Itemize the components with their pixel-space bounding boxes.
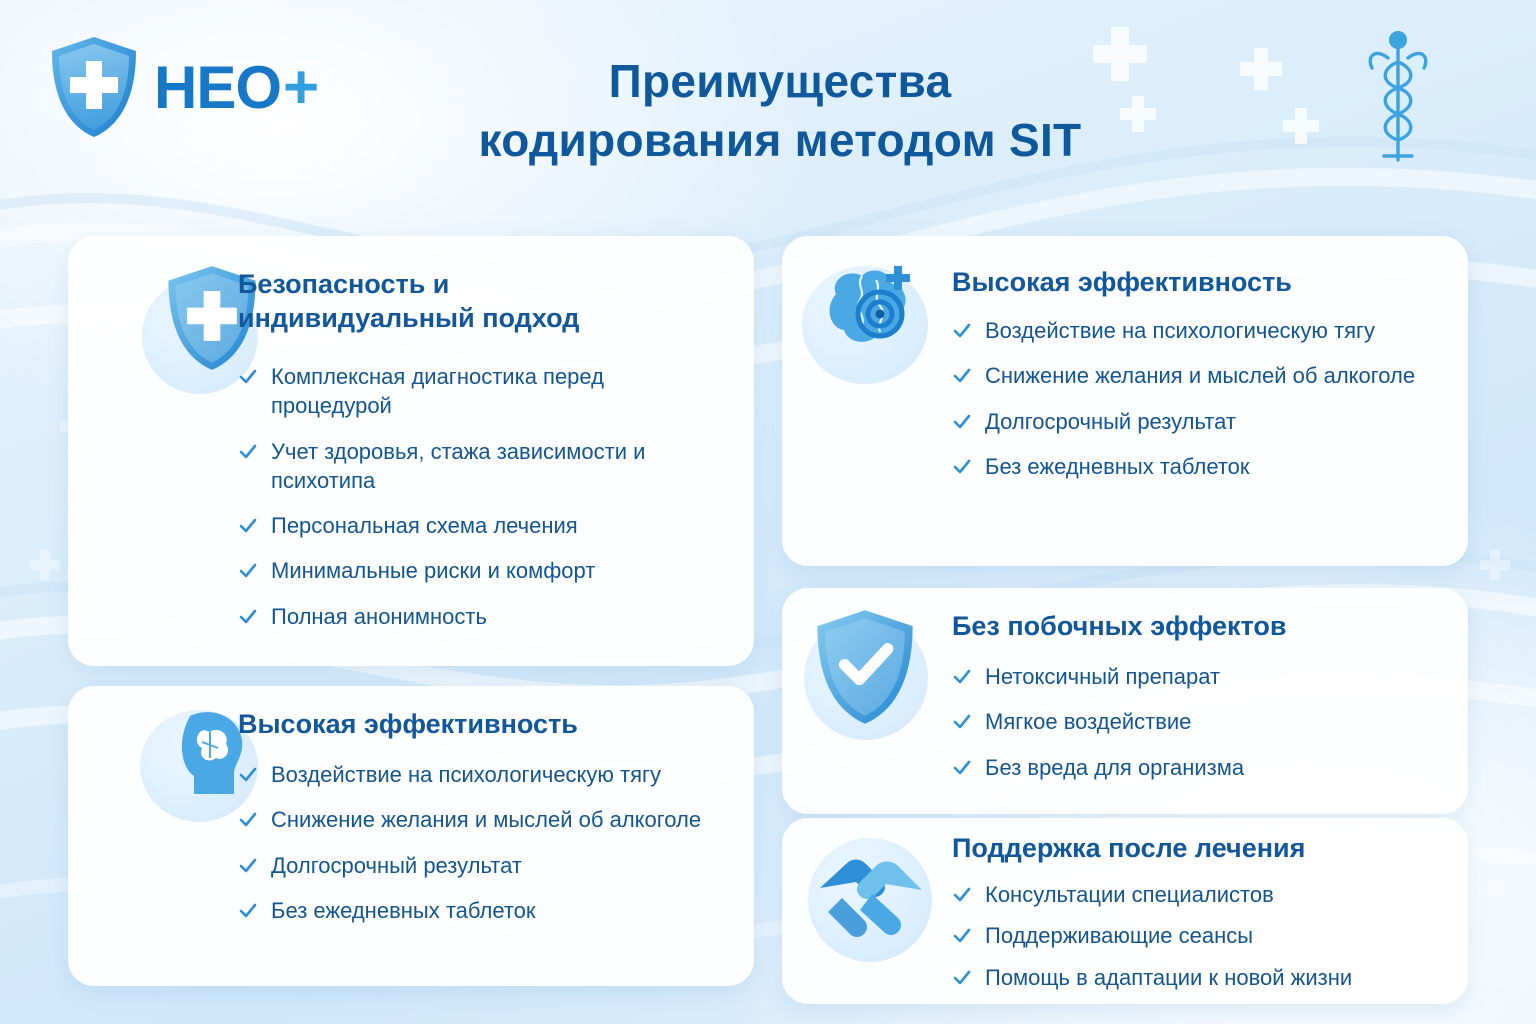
check-icon <box>238 856 258 876</box>
header <box>0 0 1536 205</box>
check-icon <box>952 885 972 905</box>
card-safety-title-line1: Безопасность и <box>238 269 450 299</box>
check-icon <box>952 968 972 988</box>
list-item <box>238 556 718 585</box>
list-item <box>952 753 1442 782</box>
caduceus-icon <box>1360 28 1436 168</box>
check-icon <box>952 457 972 477</box>
handshake-icon <box>812 836 930 948</box>
card-no-side-effects-bullets <box>952 662 1442 782</box>
list-item <box>238 602 718 631</box>
check-icon <box>238 561 258 581</box>
list-item <box>952 921 1452 950</box>
check-icon <box>952 321 972 341</box>
check-icon <box>952 412 972 432</box>
bullet-text: Персональная схема лечения <box>271 513 578 538</box>
check-icon <box>238 442 258 462</box>
list-item <box>952 963 1452 992</box>
check-icon <box>238 765 258 785</box>
card-safety-title-line2: индивидуальный подход <box>238 302 580 333</box>
bullet-text: Нетоксичный препарат <box>985 664 1221 689</box>
list-item <box>952 880 1452 909</box>
brand-text: HEO <box>154 53 282 121</box>
card-safety-bullets <box>238 362 718 631</box>
check-icon <box>952 667 972 687</box>
list-item <box>238 437 718 496</box>
bullet-text: Снижение желания и мыслей об алкоголе <box>271 807 702 833</box>
card-efficiency-right-title: Высокая эффективность <box>952 267 1292 297</box>
bullet-text: Поддерживающие сеансы <box>985 923 1254 949</box>
bullet-text: Консультации специалистов <box>985 882 1274 907</box>
list-item <box>952 316 1442 345</box>
list-item <box>238 362 718 421</box>
bullet-text: Мягкое воздействие <box>985 709 1192 735</box>
list-item <box>952 452 1442 481</box>
bullet-text: Комплексная диагностика перед процедурой <box>271 364 605 419</box>
card-efficiency-left[interactable] <box>68 686 754 986</box>
card-no-side-effects-icon <box>812 608 918 731</box>
bullet-text: Долгосрочный результат <box>985 408 1236 434</box>
card-support[interactable] <box>782 818 1468 1004</box>
list-item <box>238 805 728 834</box>
bullet-text: Минимальные риски и комфорт <box>271 558 596 584</box>
brand-logo[interactable] <box>48 35 318 139</box>
card-efficiency-left-bullets <box>238 760 728 925</box>
page-title-line2: кодирования методом SIT <box>478 113 1082 166</box>
bullet-text: Без ежедневных таблеток <box>985 453 1250 479</box>
list-item <box>952 707 1442 736</box>
check-icon <box>952 926 972 946</box>
card-safety-title <box>238 268 708 336</box>
check-icon <box>238 607 258 627</box>
check-icon <box>952 712 972 732</box>
check-icon <box>952 366 972 386</box>
shield-check-icon <box>812 608 918 726</box>
card-efficiency-left-title: Высокая эффективность <box>238 709 578 739</box>
bullet-text: Учет здоровья, стажа зависимости и психотипа <box>271 438 646 493</box>
card-no-side-effects[interactable] <box>782 588 1468 814</box>
card-safety[interactable] <box>68 236 754 666</box>
check-icon <box>952 758 972 778</box>
list-item <box>238 511 718 540</box>
page-title-line1: Преимущества <box>608 55 952 107</box>
card-support-title: Поддержка после лечения <box>952 833 1306 863</box>
bullet-text: Без ежедневных таблеток <box>271 897 536 923</box>
bullet-text: Воздействие на психологическую тягу <box>271 762 662 787</box>
bullet-text: Воздействие на психологическую тягу <box>985 318 1376 343</box>
brain-target-icon <box>806 260 928 372</box>
card-efficiency-right[interactable] <box>782 236 1468 566</box>
brand-plus: + <box>283 52 319 122</box>
list-item <box>238 851 728 880</box>
list-item <box>952 407 1442 436</box>
bullet-text: Помощь в адаптации к новой жизни <box>985 964 1353 990</box>
check-icon <box>238 901 258 921</box>
card-support-icon <box>812 836 930 953</box>
bullet-text: Долгосрочный результат <box>271 852 522 878</box>
bullet-text: Снижение желания и мыслей об алкоголе <box>985 363 1416 389</box>
list-item <box>952 662 1442 691</box>
shield-cross-icon <box>48 35 140 139</box>
check-icon <box>238 810 258 830</box>
brand-wordmark <box>154 52 318 123</box>
list-item <box>952 361 1442 390</box>
check-icon <box>238 367 258 387</box>
bullet-text: Полная анонимность <box>271 603 487 629</box>
card-efficiency-right-bullets <box>952 316 1442 481</box>
list-item <box>238 896 728 925</box>
card-support-bullets <box>952 880 1452 992</box>
check-icon <box>238 516 258 536</box>
page-title <box>330 52 1230 170</box>
list-item <box>238 760 728 789</box>
bullet-text: Без вреда для организма <box>985 754 1245 780</box>
card-no-side-effects-title: Без побочных эффектов <box>952 611 1287 641</box>
card-efficiency-right-icon <box>806 260 928 377</box>
